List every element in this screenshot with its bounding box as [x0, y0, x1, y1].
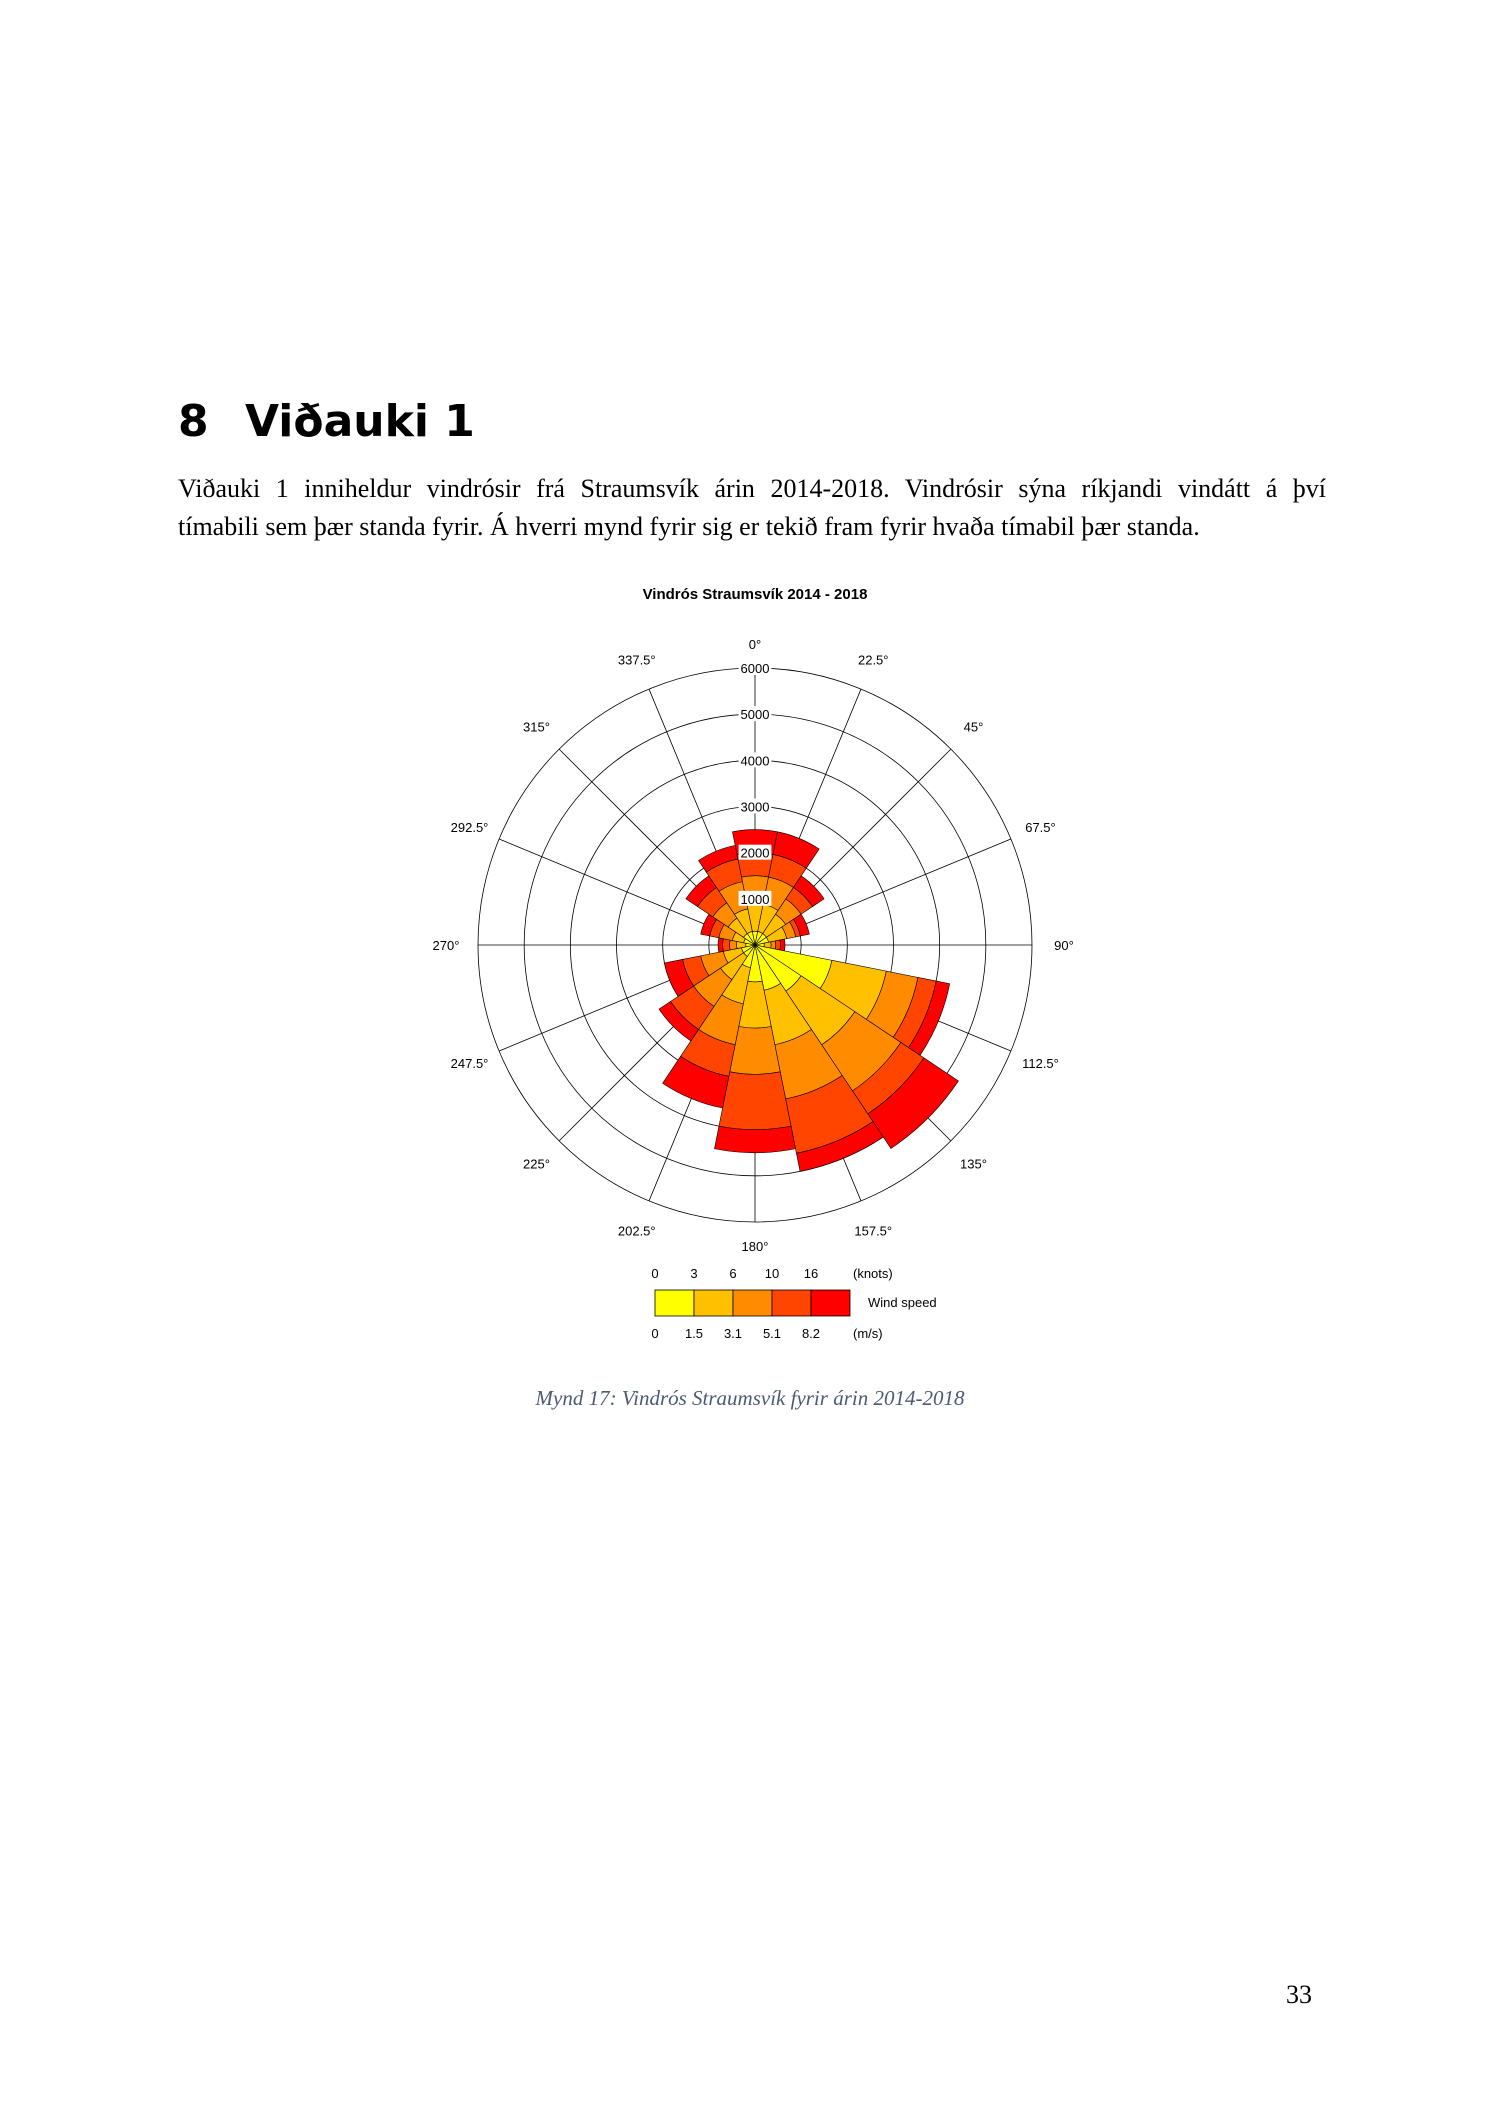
legend-knots-unit: (knots)	[853, 1266, 893, 1281]
section-heading	[178, 396, 475, 447]
direction-label: 180°	[741, 1239, 769, 1254]
wind-bar-segment	[718, 938, 723, 952]
direction-label: 45°	[963, 719, 984, 735]
legend-knots-tick: 0	[651, 1266, 659, 1281]
direction-label: 202.5°	[617, 1223, 656, 1239]
legend-knots-tick: 3	[690, 1266, 698, 1281]
legend-ms-tick: 3.1	[723, 1326, 743, 1341]
section-title: Viðauki 1	[245, 396, 475, 447]
direction-label: 337.5°	[617, 652, 656, 668]
chart-title: Vindrós Straumsvík 2014 - 2018	[642, 586, 868, 603]
speed-legend	[651, 1266, 936, 1341]
direction-label: 90°	[1054, 938, 1074, 953]
direction-label: 22.5°	[857, 652, 889, 668]
legend-swatch	[733, 1290, 772, 1316]
radial-tick-label: 4000	[740, 753, 770, 769]
legend-ms-tick: 1.5	[684, 1326, 704, 1341]
radial-tick-label: 3000	[740, 799, 770, 815]
legend-knots-tick: 10	[764, 1266, 780, 1281]
legend-swatch	[811, 1290, 850, 1316]
legend-ms-unit: (m/s)	[853, 1326, 883, 1341]
direction-label: 135°	[960, 1156, 987, 1172]
legend-ms-tick: 8.2	[801, 1326, 821, 1341]
legend-swatch	[772, 1290, 811, 1316]
paragraph-line: Viðauki 1 inniheldur vindrósir frá Straumsvík árin 2014-2018. Vindrósir sýna ríkjandi vindátt á því	[178, 474, 1326, 503]
wind-bar-segment	[714, 1126, 795, 1153]
wind-bars	[659, 830, 958, 1172]
legend-swatch	[655, 1290, 694, 1316]
section-number: 8	[178, 396, 209, 447]
direction-label: 112.5°	[1022, 1056, 1059, 1072]
direction-label: 225°	[523, 1156, 550, 1172]
legend-ms-tick: 5.1	[762, 1326, 782, 1341]
page-number: 33	[1286, 1980, 1312, 2009]
direction-label: 315°	[523, 719, 550, 735]
legend-knots-tick: 6	[729, 1266, 737, 1281]
wind-bar-segment	[719, 1072, 791, 1130]
direction-label: 292.5°	[450, 819, 489, 835]
direction-label: 67.5°	[1025, 819, 1056, 835]
direction-label: 157.5°	[854, 1223, 893, 1239]
wind-bar-segment	[723, 939, 730, 952]
direction-label: 270°	[432, 938, 460, 953]
legend-ms-tick: 0	[651, 1326, 659, 1341]
intro-paragraph	[178, 470, 1326, 546]
legend-label: Wind speed	[868, 1295, 937, 1310]
radial-tick-label: 5000	[740, 707, 770, 723]
radial-tick-label: 1000	[740, 891, 770, 907]
direction-label: 247.5°	[450, 1056, 489, 1072]
figure-caption: Mynd 17: Vindrós Straumsvík fyrir árin 2014-2018	[535, 1386, 965, 1410]
wind-bar-segment	[771, 941, 776, 949]
wind-bar-segment	[730, 940, 737, 950]
paragraph-line: tímabili sem þær standa fyrir. Á hverri mynd fyrir sig er tekið fram fyrir hvaða tímabil þær standa.	[178, 512, 1200, 541]
radial-tick-label: 6000	[740, 661, 770, 676]
direction-label: 0°	[748, 637, 762, 652]
wind-rose-chart	[400, 570, 1100, 1370]
legend-swatch	[694, 1290, 733, 1316]
radial-tick-label: 2000	[740, 845, 770, 861]
legend-knots-tick: 16	[803, 1266, 819, 1281]
wind-bar-segment	[780, 939, 785, 951]
wind-bar-segment	[775, 940, 780, 950]
